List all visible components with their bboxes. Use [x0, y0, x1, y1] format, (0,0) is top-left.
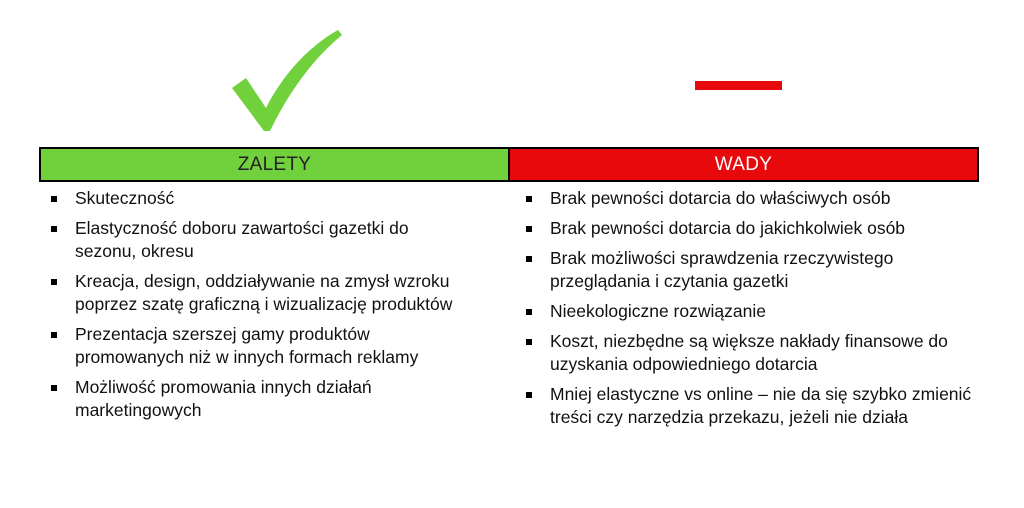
pros-list — [48, 187, 468, 422]
pros-cons-header — [39, 147, 979, 182]
pros-item-text: Elastyczność doboru zawartości gazetki do sezonu, okresu — [75, 218, 409, 261]
pros-list-item — [48, 217, 468, 263]
bullet-icon — [51, 332, 57, 338]
cons-list-item — [523, 383, 983, 429]
checkmark-icon — [226, 28, 344, 134]
pros-column — [48, 187, 468, 429]
cons-list-item — [523, 247, 983, 293]
bullet-icon — [526, 256, 532, 262]
cons-item-text: Brak możliwości sprawdzenia rzeczywistego przeglądania i czytania gazetki — [550, 248, 894, 291]
cons-item-text: Mniej elastyczne vs online – nie da się szybko zmienić treści czy narzędzia przekazu, jeżeli nie działa — [550, 384, 972, 427]
cons-list-item — [523, 217, 983, 240]
pros-item-text: Możliwość promowania innych działań marketingowych — [75, 377, 372, 420]
cons-list — [523, 187, 983, 429]
bullet-icon — [51, 385, 57, 391]
pros-list-item — [48, 323, 468, 369]
pros-list-item — [48, 270, 468, 316]
pros-list-item — [48, 187, 468, 210]
cons-column — [523, 187, 983, 436]
bullet-icon — [51, 279, 57, 285]
cons-header: WADY — [510, 149, 977, 180]
pros-list-item — [48, 376, 468, 422]
cons-list-item — [523, 187, 983, 210]
cons-item-text: Brak pewności dotarcia do właściwych osób — [550, 188, 891, 208]
minus-icon — [695, 81, 782, 90]
bullet-icon — [51, 226, 57, 232]
cons-item-text: Nieekologiczne rozwiązanie — [550, 301, 766, 321]
pros-item-text: Kreacja, design, oddziaływanie na zmysł wzroku poprzez szatę graficzną i wizualizację produktów — [75, 271, 453, 314]
bullet-icon — [526, 392, 532, 398]
bullet-icon — [526, 309, 532, 315]
bullet-icon — [526, 196, 532, 202]
bullet-icon — [526, 226, 532, 232]
bullet-icon — [51, 196, 57, 202]
pros-header: ZALETY — [41, 149, 510, 180]
cons-item-text: Brak pewności dotarcia do jakichkolwiek osób — [550, 218, 906, 238]
cons-list-item — [523, 330, 983, 376]
bullet-icon — [526, 339, 532, 345]
cons-item-text: Koszt, niezbędne są większe nakłady finansowe do uzyskania odpowiedniego dotarcia — [550, 331, 948, 374]
pros-item-text: Skuteczność — [75, 188, 175, 208]
pros-item-text: Prezentacja szerszej gamy produktów promowanych niż w innych formach reklamy — [75, 324, 419, 367]
cons-list-item — [523, 300, 983, 323]
